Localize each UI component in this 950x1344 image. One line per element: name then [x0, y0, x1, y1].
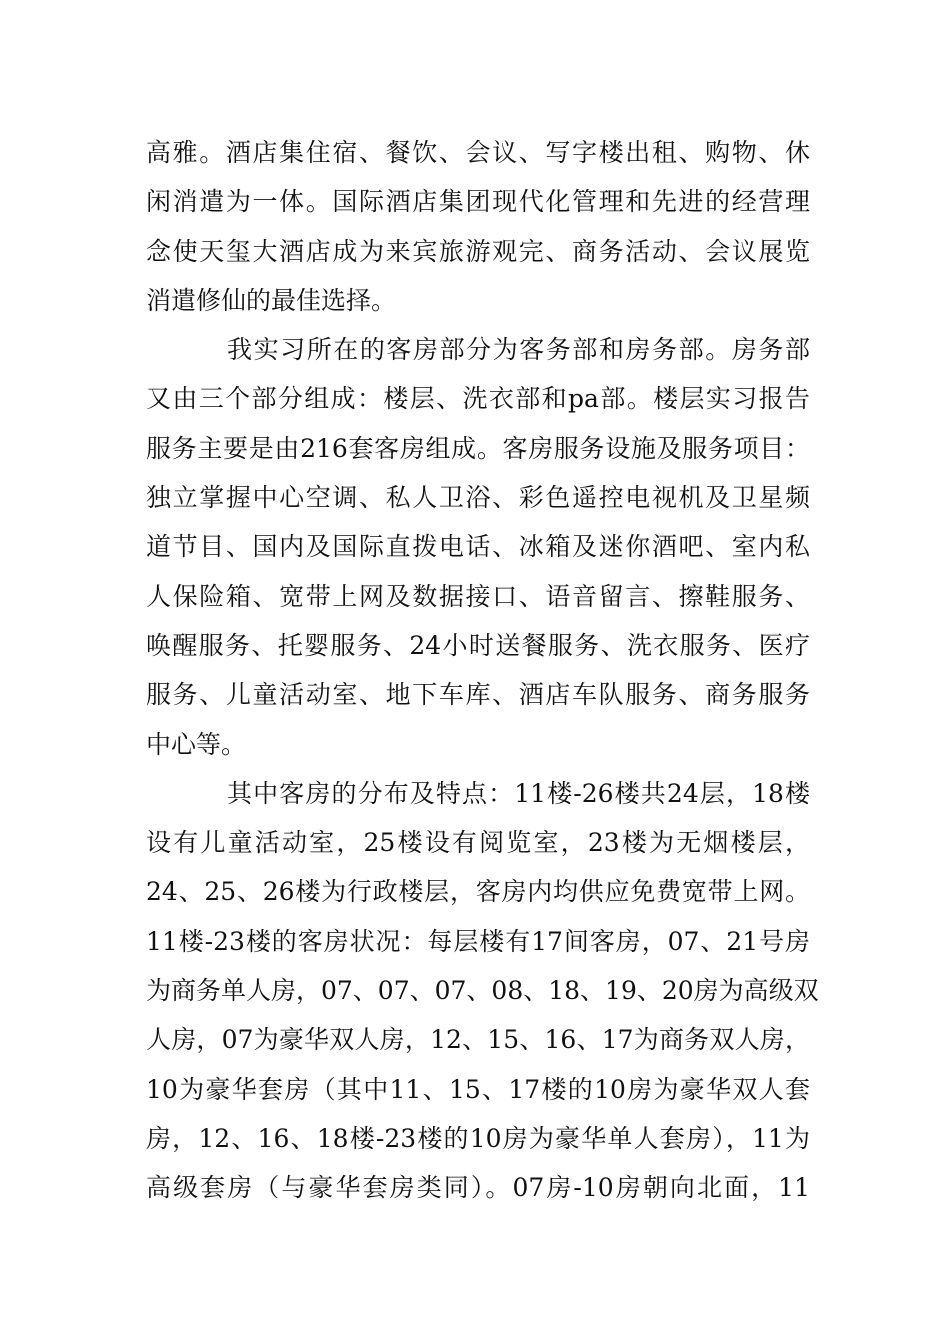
text-line: 又由三个部分组成：楼层、洗衣部和pa部。楼层实习报告 — [146, 384, 810, 414]
text-line: 11楼-23楼的客房状况：每层楼有17间客房，07、21号房 — [146, 926, 810, 956]
text-line: 念使天玺大酒店成为来宾旅游观完、商务活动、会议展览 — [146, 236, 810, 266]
text-line: 唤醒服务、托婴服务、24小时送餐服务、洗衣服务、医疗 — [146, 630, 810, 660]
text-line: 24、25、26楼为行政楼层，客房内均供应免费宽带上网。 — [146, 877, 810, 907]
body-text — [146, 128, 819, 1213]
text-line: 中心等。 — [146, 729, 247, 759]
text-line: 10为豪华套房（其中11、15、17楼的10房为豪华双人套 — [146, 1074, 810, 1104]
text-line: 独立掌握中心空调、私人卫浴、彩色遥控电视机及卫星频 — [146, 483, 810, 513]
text-line: 闲消遣为一体。国际酒店集团现代化管理和先进的经营理 — [146, 187, 810, 217]
paragraph-start-line: 其中客房的分布及特点：11楼-26楼共24层，18楼 — [227, 778, 810, 808]
text-line: 为商务单人房，07、07、07、08、18、19、20房为高级双 — [146, 976, 819, 1006]
text-line: 服务主要是由216套客房组成。客房服务设施及服务项目： — [146, 433, 810, 463]
text-line: 服务、儿童活动室、地下车库、酒店车队服务、商务服务 — [146, 680, 810, 710]
text-line: 房，12、16、18楼-23楼的10房为豪华单人套房），11为 — [146, 1123, 810, 1153]
text-line: 高雅。酒店集住宿、餐饮、会议、写字楼出租、购物、休 — [146, 138, 810, 167]
text-line: 设有儿童活动室，25楼设有阅览室，23楼为无烟楼层， — [146, 828, 810, 858]
text-line: 消遣修仙的最佳选择。 — [146, 285, 397, 315]
text-line: 人房，07为豪华双人房，12、15、16、17为商务双人房， — [146, 1025, 810, 1055]
paragraph-start-line: 我实习所在的客房部分为客务部和房务部。房务部 — [227, 335, 810, 365]
text-line: 道节目、国内及国际直拨电话、冰箱及迷你酒吧、室内私 — [146, 532, 810, 562]
text-line: 人保险箱、宽带上网及数据接口、语音留言、擦鞋服务、 — [146, 581, 810, 611]
text-line: 高级套房（与豪华套房类同）。07房-10房朝向北面，11 — [146, 1173, 810, 1203]
